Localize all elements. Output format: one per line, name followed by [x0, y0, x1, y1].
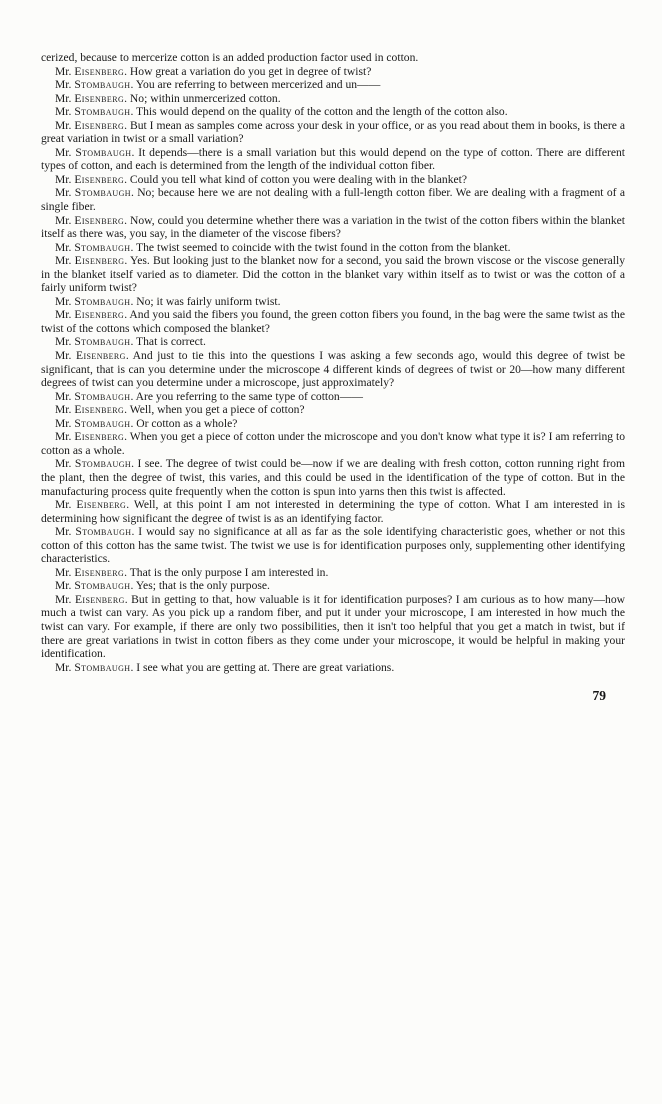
dialogue-paragraph: [41, 566, 625, 580]
speech-text: . Well, at this point I am not interested in determining the type of cotton. What I am interested in is determining how significant the degree of twist is as an identifying factor.: [41, 498, 625, 525]
speaker-prefix: Mr.: [55, 498, 77, 512]
speaker-name: Eisenberg: [76, 349, 126, 363]
dialogue-paragraph: [41, 254, 625, 295]
speaker-prefix: Mr.: [55, 240, 75, 254]
speaker-name: Eisenberg: [74, 213, 125, 227]
speaker-name: Eisenberg: [74, 565, 125, 579]
speaker-name: Eisenberg: [74, 403, 125, 417]
speech-text: . I see what you are getting at. There are great variations.: [130, 660, 395, 674]
speech-text: . Well, when you get a piece of cotton?: [124, 403, 305, 417]
speech-text: . And just to tie this into the questions I was asking a few seconds ago, would this degree of twist be significant, that is can you determine under the microscope 4 different kinds of degrees of twist or 20—how many different degrees of twist can you determine under a microscope, just approximately?: [41, 349, 626, 390]
speaker-name: Stombaugh: [74, 240, 131, 254]
speech-text: . I see. The degree of twist could be—now if we are dealing with fresh cotton, cotton running right from the plant, then the degree of twist, this varies, and this could be used in the identification of the type of cotton. But in the manufacturing process quite frequently when the cotton is spun into yarns then this twist is affected.: [41, 457, 625, 498]
speaker-name: Stombaugh: [74, 105, 131, 119]
dialogue-paragraph: [41, 119, 625, 146]
speaker-name: Eisenberg: [74, 308, 125, 322]
dialogue-paragraph: [41, 186, 625, 213]
speaker-name: Stombaugh: [74, 416, 131, 430]
speaker-name: Stombaugh: [74, 389, 131, 403]
continuation-paragraph: cerized, because to mercerize cotton is an added production factor used in cotton.: [41, 51, 419, 64]
speaker-prefix: Mr.: [55, 105, 75, 119]
dialogue-paragraph: [41, 390, 625, 404]
speech-text: . When you get a piece of cotton under the microscope and you don't know what type it is? I am referring to cotton as a whole.: [41, 430, 626, 457]
speaker-prefix: Mr.: [55, 118, 75, 132]
speaker-name: Stombaugh: [75, 525, 132, 539]
speaker-prefix: Mr.: [55, 186, 75, 200]
speaker-name: Eisenberg: [74, 592, 125, 606]
speaker-prefix: Mr.: [55, 416, 75, 430]
speaker-prefix: Mr.: [55, 172, 75, 186]
dialogue-paragraph: [41, 498, 625, 525]
dialogue-paragraph: [41, 335, 625, 349]
dialogue-paragraph: [41, 214, 625, 241]
dialogue-paragraph: [41, 661, 625, 675]
speaker-prefix: Mr.: [55, 78, 75, 92]
dialogue-paragraph: [41, 430, 625, 457]
dialogue-paragraph: [41, 349, 625, 390]
dialogue-paragraph: [41, 241, 625, 255]
speaker-prefix: Mr.: [55, 660, 75, 674]
speaker-prefix: Mr.: [55, 335, 75, 349]
speaker-prefix: Mr.: [55, 254, 75, 268]
speaker-name: Stombaugh: [75, 145, 132, 159]
dialogue-paragraph: [41, 65, 625, 79]
speech-text: . This would depend on the quality of the cotton and the length of the cotton also.: [130, 105, 508, 119]
speech-text: . That is correct.: [130, 335, 206, 349]
speaker-prefix: Mr.: [55, 592, 75, 606]
dialogue-paragraph: [41, 403, 625, 417]
speaker-prefix: Mr.: [55, 403, 75, 417]
dialogue-paragraph: [41, 295, 625, 309]
speech-text: . Could you tell what kind of cotton you were dealing with in the blanket?: [124, 172, 468, 186]
dialogue-paragraph: [41, 525, 625, 566]
dialogue-paragraph: [41, 105, 625, 119]
speaker-name: Stombaugh: [74, 457, 132, 471]
speech-text: . Yes; that is the only purpose.: [130, 579, 270, 593]
speaker-prefix: Mr.: [55, 91, 75, 105]
speech-text: . But in getting to that, how valuable is it for identification purposes? I am curious as to how many—how much a twist can vary. As you pick up a random fiber, and put it under your microscope, I am interested in how much the twist can vary. For example, if there are only two possibilities, then it isn't too helpful that you get a match in twist, but if there are great variations in twist in cotton fibers as they come under your microscope, it would be helpful in making your identification.: [41, 592, 625, 661]
speech-text: . Now, could you determine whether there was a variation in the twist of the cotton fibers within the blanket itself as there was, you say, in the diameter of the viscose fibers?: [41, 213, 625, 241]
speaker-prefix: Mr.: [55, 525, 76, 539]
dialogue-paragraph: [41, 308, 625, 335]
speech-text: . No; it was fairly uniform twist.: [130, 294, 281, 308]
speech-text: . How great a variation do you get in degree of twist?: [124, 64, 372, 78]
speech-text: . Are you referring to the same type of cotton——: [130, 389, 363, 403]
speaker-name: Stombaugh: [74, 660, 131, 674]
dialogue-paragraph: [41, 417, 625, 431]
speaker-name: Stombaugh: [74, 579, 131, 593]
speech-text: . No; because here we are not dealing with a full-length cotton fiber. We are dealing with a fragment of a single fiber.: [41, 186, 626, 214]
speech-text: . You are referring to between mercerized and un——: [130, 78, 381, 92]
speaker-prefix: Mr.: [55, 308, 75, 322]
speech-text: . No; within unmercerized cotton.: [124, 91, 281, 105]
speech-text: . The twist seemed to coincide with the twist found in the cotton from the blanket.: [130, 240, 511, 254]
dialogue-paragraph: [41, 579, 625, 593]
speaker-name: Stombaugh: [74, 186, 131, 200]
speaker-name: Stombaugh: [74, 294, 131, 308]
speaker-prefix: Mr.: [55, 579, 75, 593]
dialogue-list: [41, 65, 625, 675]
speech-text: . And you said the fibers you found, the green cotton fibers you found, in the bag were the same twist as the twist of the cottons which composed the blanket?: [41, 308, 626, 335]
speaker-name: Eisenberg: [76, 498, 127, 512]
speech-text: . That is the only purpose I am interested in.: [124, 565, 329, 579]
dialogue-paragraph: [41, 173, 625, 187]
speaker-name: Eisenberg: [74, 91, 125, 105]
speaker-name: Eisenberg: [74, 64, 125, 78]
page-number: 79: [592, 688, 606, 704]
speaker-name: Eisenberg: [74, 254, 125, 268]
speaker-name: Eisenberg: [74, 430, 125, 444]
dialogue-paragraph: [41, 457, 625, 498]
speaker-name: Stombaugh: [74, 335, 131, 349]
speaker-prefix: Mr.: [55, 64, 75, 78]
speaker-prefix: Mr.: [55, 389, 75, 403]
speaker-name: Stombaugh: [74, 78, 131, 92]
speaker-prefix: Mr.: [55, 349, 77, 363]
speech-text: . I would say no significance at all as far as the sole identifying characteristic goes, whether or not this cotton of this cotton has the same twist. The twist we use is for identification purposes only, supplementing other identifying characteristics.: [41, 525, 625, 566]
dialogue-paragraph: [41, 78, 625, 92]
speech-text: . Yes. But looking just to the blanket now for a second, you said the brown viscose or the viscose generally in the blanket itself varied as to diameter. Did the cotton in the blanket vary within itself as to twist or was the cotton of a fairly uniform twist?: [41, 254, 626, 295]
dialogue-paragraph: [41, 92, 625, 106]
dialogue-paragraph: [41, 146, 625, 173]
dialogue-paragraph: [41, 593, 625, 661]
speaker-name: Eisenberg: [74, 118, 125, 132]
speaker-prefix: Mr.: [55, 213, 75, 227]
speech-text: . Or cotton as a whole?: [130, 416, 238, 430]
speaker-prefix: Mr.: [55, 565, 75, 579]
transcript-body: [41, 51, 625, 674]
speech-text: . But I mean as samples come across your desk in your office, or as you read about them in books, is there a great variation in twist or a small variation?: [41, 118, 625, 146]
speaker-prefix: Mr.: [55, 430, 75, 444]
speaker-name: Eisenberg: [74, 172, 125, 186]
speaker-prefix: Mr.: [55, 457, 75, 471]
speaker-prefix: Mr.: [55, 294, 75, 308]
speech-text: . It depends—there is a small variation but this would depend on the type of cotton. There are different types of cotton, and each is determined from the length of the individual cotton fiber.: [41, 145, 626, 173]
speaker-prefix: Mr.: [55, 145, 76, 159]
